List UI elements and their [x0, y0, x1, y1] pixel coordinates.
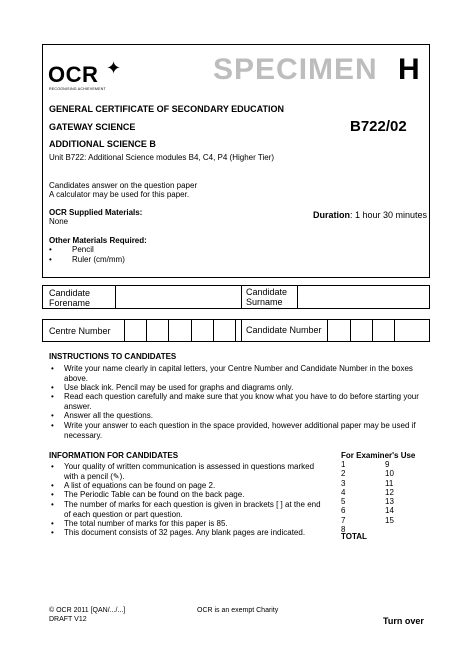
duration: [313, 210, 427, 220]
question-number: 15: [385, 515, 394, 525]
question-number: 5: [341, 497, 346, 507]
candidate-name-row: [42, 285, 430, 309]
surname-label-line2: Surname: [246, 297, 283, 307]
bullet-icon: •: [51, 481, 54, 490]
question-number: 3: [341, 478, 346, 488]
supplied-value: None: [49, 217, 69, 226]
turn-over: Turn over: [383, 616, 424, 626]
instruction-item: [51, 392, 424, 411]
information-text: with a pencil (✎).: [64, 471, 125, 481]
bullet-icon: •: [51, 392, 54, 401]
answer-note-2: A calculator may be used for this paper.: [49, 190, 190, 199]
candidate-number-box-1[interactable]: [327, 320, 350, 341]
draft-text: DRAFT V12: [49, 615, 87, 623]
footer-left: [49, 607, 125, 624]
other-material-pencil: Pencil: [72, 245, 94, 254]
candidate-number-row: [42, 319, 430, 342]
bullet-icon: •: [49, 255, 52, 264]
question-number: 12: [385, 487, 394, 497]
bullet-icon: •: [49, 245, 52, 254]
candidate-number-label: Candidate Number: [246, 325, 322, 335]
question-number: 7: [341, 515, 346, 525]
logo-text: OCR: [48, 62, 99, 87]
instruction-text: necessary.: [64, 430, 103, 440]
question-number: 8: [341, 525, 346, 535]
logo-tagline: RECOGNISING ACHIEVEMENT: [49, 87, 106, 91]
supplied-heading: OCR Supplied Materials:: [49, 208, 143, 217]
subject-title: GATEWAY SCIENCE: [49, 122, 136, 132]
answer-note-1: Candidates answer on the question paper: [49, 181, 198, 190]
instruction-text: Write your answer to each question in the space provided, however additional paper may be used if: [64, 421, 416, 430]
information-text: This document consists of 32 pages. Any blank pages are indicated.: [64, 528, 306, 537]
duration-value: : 1 hour 30 minutes: [350, 210, 428, 220]
instruction-item: [51, 421, 424, 440]
paper-code: B722/02: [350, 118, 407, 135]
candidate-number-box-2[interactable]: [350, 320, 372, 341]
instructions-heading: INSTRUCTIONS TO CANDIDATES: [49, 352, 177, 361]
question-number: 2: [341, 469, 346, 479]
examiner-column-2: [385, 460, 394, 525]
question-number: 6: [341, 506, 346, 516]
examiner-use-heading: For Examiner's Use: [341, 451, 416, 460]
bullet-icon: •: [51, 421, 54, 430]
information-heading: INFORMATION FOR CANDIDATES: [49, 451, 179, 460]
instruction-text: Use black ink. Pencil may be used for graphs and diagrams only.: [64, 383, 294, 392]
unit-title: Unit B722: Additional Science modules B4, C4, P4 (Higher Tier): [49, 153, 275, 162]
surname-label-cell: [241, 286, 297, 308]
other-material-ruler: Ruler (cm/mm): [72, 255, 125, 264]
instruction-text: Answer all the questions.: [64, 411, 153, 420]
centre-number-box-5[interactable]: [213, 320, 235, 341]
bullet-icon: •: [51, 528, 54, 537]
information-text: Your quality of written communication is assessed in questions marked: [64, 462, 315, 471]
bullet-icon: •: [51, 411, 54, 420]
qualification-title: GENERAL CERTIFICATE OF SECONDARY EDUCATION: [49, 104, 285, 114]
bullet-icon: •: [51, 383, 54, 392]
forename-label: [49, 288, 90, 308]
candidate-number-box-3[interactable]: [372, 320, 394, 341]
information-item: [51, 528, 334, 538]
centre-number-box-4[interactable]: [191, 320, 213, 341]
centre-number-box-2[interactable]: [146, 320, 168, 341]
surname-input[interactable]: [297, 286, 429, 308]
ocr-star-icon: ✦: [106, 58, 122, 78]
bullet-icon: •: [51, 519, 54, 528]
instruction-item: [51, 411, 424, 421]
information-text: of each question or part question.: [64, 509, 183, 519]
copyright-text: © OCR 2011 [QAN/.../...]: [49, 607, 126, 614]
instruction-item: [51, 364, 424, 383]
question-number: 10: [385, 469, 394, 479]
bullet-icon: •: [51, 462, 54, 471]
information-text: The number of marks for each question is given in brackets [ ] at the end: [64, 500, 321, 509]
question-number: 4: [341, 487, 346, 497]
bullet-icon: •: [51, 364, 54, 373]
information-item: [51, 462, 334, 481]
question-number: 13: [385, 497, 394, 507]
other-materials-heading: Other Materials Required:: [49, 236, 147, 245]
charity-text: OCR is an exempt Charity: [197, 607, 279, 614]
instruction-text: Write your name clearly in capital letters, your Centre Number and Candidate Number in the boxes: [64, 364, 413, 373]
surname-label: [246, 287, 287, 307]
instruction-text: above.: [64, 373, 89, 383]
question-number: 1: [341, 460, 346, 469]
surname-label-line1: Candidate: [246, 287, 288, 297]
information-text: A list of equations can be found on page 2.: [64, 481, 216, 490]
ocr-logo: [48, 58, 128, 94]
forename-label-line1: Candidate: [49, 288, 91, 298]
information-item: [51, 500, 334, 519]
candidate-number-box-4[interactable]: [394, 320, 431, 341]
forename-input[interactable]: [115, 286, 241, 308]
examiner-column-1: [341, 460, 345, 534]
information-text: The total number of marks for this paper is 85.: [64, 519, 228, 528]
question-number: 14: [385, 506, 394, 516]
examiner-total: TOTAL: [341, 532, 367, 541]
bullet-icon: •: [51, 500, 54, 509]
forename-label-line2: Forename: [49, 298, 91, 308]
question-number: 11: [385, 478, 394, 488]
information-item: [51, 490, 334, 500]
duration-label: Duration: [313, 210, 350, 220]
information-text: The Periodic Table can be found on the back page.: [64, 490, 245, 499]
specimen-watermark: SPECIMEN: [213, 53, 378, 86]
centre-number-box-3[interactable]: [168, 320, 191, 341]
candidate-number-label-cell: [241, 320, 327, 341]
centre-number-box-1[interactable]: [124, 320, 146, 341]
instruction-text: answer.: [64, 401, 92, 411]
question-number: 9: [385, 460, 390, 469]
tier-letter: H: [398, 53, 420, 86]
bullet-icon: •: [51, 490, 54, 499]
course-title: ADDITIONAL SCIENCE B: [49, 139, 156, 149]
centre-number-label: Centre Number: [49, 326, 111, 336]
instruction-text: Read each question carefully and make sure that you know what you have to do before starting your: [64, 392, 419, 401]
